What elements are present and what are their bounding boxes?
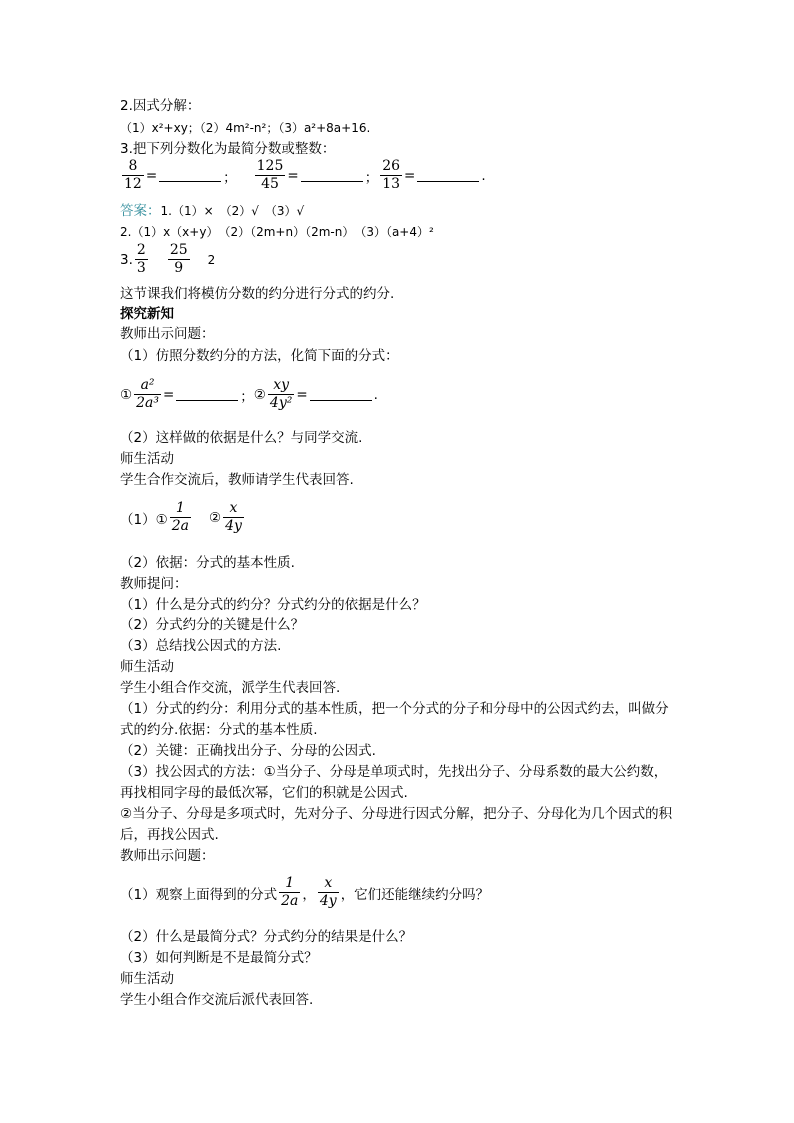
intro-text: 这节课我们将模仿分数的约分进行分式的约分. — [120, 286, 395, 302]
q3-fraction-1: $\frac{8}{12}$ — [124, 158, 142, 192]
teacher-question-2: （2）分式约分的关键是什么？ — [120, 617, 305, 633]
answers-line-2: 2.（1）x（x+y） （2）（2m+n）（2m-n） （3）（a+4）² — [120, 225, 434, 239]
answer-fraction-1: $\frac{2}{3}$ — [136, 242, 146, 276]
response-1-line-1: （1）分式的约分：利用分式的基本性质，把一个分式的分子和分母中的公因式约去，叫做分 — [120, 701, 669, 717]
exercise-fraction-2: $\frac{xy}{\text{4y²}}$ — [269, 377, 293, 411]
activity-heading-3: 师生活动 — [120, 971, 174, 987]
teacher-prompt-2: 教师提问： — [120, 576, 188, 592]
teacher-prompt-3: 教师出示问题： — [120, 848, 215, 864]
q3-fraction-3: $\frac{26}{13}$ — [382, 158, 401, 192]
question-5: （2）什么是最简分式？分式约分的结果是什么？ — [120, 929, 413, 945]
response-2: （2）关键：正确找出分子、分母的公因式. — [120, 743, 376, 759]
activity-heading-1: 师生活动 — [120, 451, 174, 467]
activity-heading-2: 师生活动 — [120, 659, 174, 675]
exercise-fraction-1: $\frac{\text{a²}}{\text{2a³}}$ — [136, 377, 159, 411]
q3-fractions-row: $\frac{8}{12}$ = ； $\frac{125}{45}$ = ； $\frac{26}{13}$ = . — [124, 158, 486, 192]
response-3-line-1: （3）找公因式的方法：①当分子、分母是单项式时，先找出分子、分母系数的最大公约数， — [120, 764, 668, 780]
answer-blank — [301, 169, 363, 182]
response-1-line-2: 式的约分.依据：分式的基本性质. — [120, 722, 318, 738]
question-6: （3）如何判断是不是最简分式？ — [120, 950, 318, 966]
answer-fraction-a: $\frac{1}{2a}$ — [171, 500, 189, 534]
response-3-line-4: 后，再找公因式. — [120, 827, 219, 843]
answers-line-3: 3. $\frac{2}{3}$ $\frac{25}{9}$ 2 — [120, 242, 216, 276]
q3-fraction-2: $\frac{125}{45}$ — [256, 158, 284, 192]
answers-label: 答案： — [120, 203, 161, 219]
question-4-row: （1）观察上面得到的分式 $\frac{1}{2a}$ ， $\frac{x}{4y}$ ，它们还能继续约分吗？ — [120, 875, 490, 909]
answers-line-1: 答案：1.（1）× （2）√ （3）√ — [120, 203, 305, 219]
problem-2: （2）这样做的依据是什么？与同学交流. — [120, 430, 363, 446]
activity-text-1: 学生合作交流后，教师请学生代表回答. — [120, 472, 354, 488]
activity-text-3: 学生小组合作交流后派代表回答. — [120, 992, 314, 1008]
teacher-question-3: （3）总结找公因式的方法. — [120, 638, 282, 654]
problem-1: （1）仿照分数约分的方法，化简下面的分式： — [120, 348, 399, 364]
answer-blank — [176, 388, 238, 401]
activity-text-2: 学生小组合作交流，派学生代表回答. — [120, 680, 341, 696]
simplify-exercise-row: ① $\frac{\text{a²}}{\text{2a³}}$ = ； ② $\frac{xy}{\text{4y²}}$ = . — [120, 377, 378, 411]
answer-fraction-2: $\frac{25}{9}$ — [169, 242, 188, 276]
teacher-question-1: （1）什么是分式的约分？分式约分的依据是什么？ — [120, 597, 426, 613]
q3-title: 3.把下列分数化为最简分数或整数： — [120, 141, 336, 157]
q2-title: 2.因式分解： — [120, 98, 201, 114]
teacher-prompt-1: 教师出示问题： — [120, 326, 215, 342]
answer-blank — [159, 169, 221, 182]
question-fraction-1: $\frac{1}{2a}$ — [281, 875, 299, 909]
section-title: 探究新知 — [120, 306, 174, 322]
answer-1-basis: （2）依据：分式的基本性质. — [120, 555, 295, 571]
response-3-line-2: 再找相同字母的最低次幂，它们的积就是公因式. — [120, 785, 408, 801]
answer-1-row: （1）① $\frac{1}{2a}$ ② $\frac{x}{4y}$ — [120, 500, 242, 534]
answer-fraction-b: $\frac{x}{4y}$ — [225, 500, 242, 534]
answer-blank — [310, 388, 372, 401]
q2-items: （1）x²+xy；（2）4m²-n²；（3）a²+8a+16. — [120, 121, 371, 135]
response-3-line-3: ②当分子、分母是多项式时，先对分子、分母进行因式分解，把分子、分母化为几个因式的积 — [120, 806, 673, 822]
question-fraction-2: $\frac{x}{4y}$ — [319, 875, 337, 909]
answer-blank — [417, 169, 479, 182]
